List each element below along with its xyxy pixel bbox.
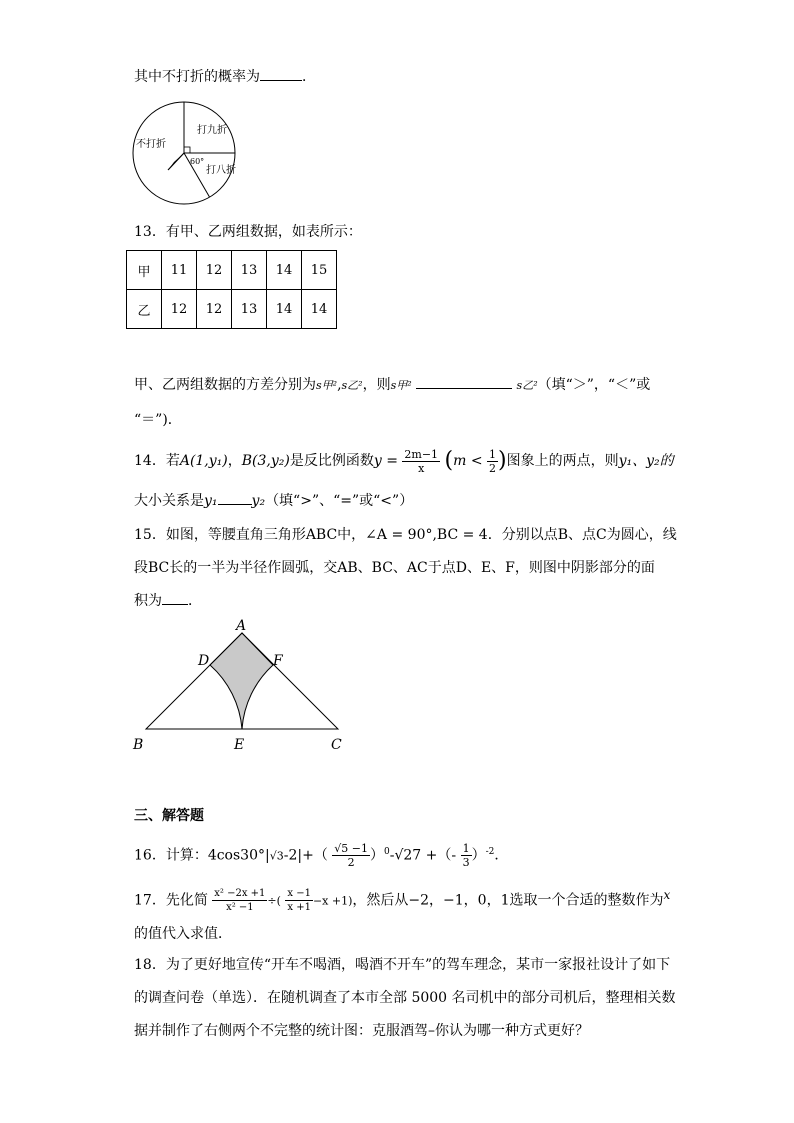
q16-prefix: 16．计算：4cos30°| xyxy=(134,847,270,864)
s-yi-symbol-2: s乙² xyxy=(516,379,538,392)
table-cell: 13 xyxy=(232,251,267,290)
label-f: F xyxy=(273,653,283,669)
q17-div: ÷( xyxy=(267,894,281,908)
spinner-pointer-line xyxy=(168,153,184,170)
q14-line2 xyxy=(134,490,413,511)
q16-frac-num: √5 −1 xyxy=(334,842,369,856)
pie-label-ninety: 打九折 xyxy=(197,125,227,136)
q18-line3: 据并制作了右侧两个不完整的统计图：克服酒驾–你认为哪一种方式更好？ xyxy=(134,1023,589,1039)
pie-angle-label: 60° xyxy=(190,157,205,166)
q16-close2: ） xyxy=(471,847,486,864)
func-den: x xyxy=(418,461,425,475)
q17-line1 xyxy=(134,880,671,914)
sqrt3: √3 xyxy=(269,849,284,863)
q16-frac2-den: 3 xyxy=(462,856,470,870)
q16-end: ． xyxy=(494,847,509,864)
q16-line xyxy=(134,838,509,870)
label-e: E xyxy=(234,737,245,753)
cond-fraction xyxy=(487,448,498,475)
right-angle-mark xyxy=(184,147,190,153)
q15-end: ． xyxy=(188,593,202,609)
q18-line1: 18．为了更好地宣传“开车不喝酒，喝酒不开车”的驾车理念，某市一家报社设计了如下 xyxy=(134,957,671,973)
table-row xyxy=(127,251,337,290)
q12-end: ． xyxy=(302,69,316,85)
q14-answer-blank xyxy=(218,490,252,505)
q14-comma: ， xyxy=(227,453,242,469)
row-label: 甲 xyxy=(127,251,162,290)
exp-zero: 0 xyxy=(384,847,390,857)
row-label: 乙 xyxy=(127,290,162,329)
label-b: B xyxy=(133,737,144,753)
table-cell: 12 xyxy=(162,290,197,329)
q15-answer-blank xyxy=(162,590,188,605)
cond-m: m < xyxy=(453,453,483,469)
q17-fraction2 xyxy=(285,887,313,914)
q13-text-a: 甲、乙两组数据的方差分别为 xyxy=(134,377,316,393)
q13-text-b: ，则 xyxy=(362,377,391,393)
q14-line2-b: （填“>”、“=”或“<”） xyxy=(265,493,414,509)
q17-tail: −x +1) xyxy=(312,894,353,908)
label-d: D xyxy=(198,653,210,669)
s-jia-symbol: s甲² xyxy=(316,379,338,392)
label-a: A xyxy=(236,618,247,634)
q15-line1: 15．如图，等腰直角三角形ABC中，∠A = 90°,BC = 4．分别以点B、点C为圆心，线 xyxy=(134,527,677,543)
q13-text-d: “＝”)． xyxy=(134,412,182,428)
label-c: C xyxy=(331,737,342,753)
q17-f2-den: x +1 xyxy=(287,902,311,914)
point-b: B(3,y₂) xyxy=(241,453,290,469)
q14-vars: y₁、y₂的 xyxy=(618,453,674,469)
q17-f2-num: x −1 xyxy=(287,888,311,900)
q16-frac2-num: 1 xyxy=(462,842,470,856)
q16-sqrt27: -√27 +（- xyxy=(389,847,457,864)
table-cell: 15 xyxy=(302,251,337,290)
func-fraction xyxy=(402,448,440,475)
triangle-figure xyxy=(130,615,350,755)
q18-line2: 的调查问卷（单选）．在随机调查了本市全部 5000 名司机中的部分司机后，整理相关数 xyxy=(134,990,676,1006)
q15-line2: 段BC长的一半为半径作圆弧，交AB、BC、AC于点D、E、F，则图中阴影部分的面 xyxy=(134,560,655,576)
q16-mid: -2|+（ xyxy=(283,847,328,864)
q13-variance-line: 甲、乙两组数据的方差分别为s甲²,s乙²，则s甲² s乙²（填“＞”，“＜”或 xyxy=(134,374,650,396)
table-cell: 12 xyxy=(197,251,232,290)
q14-text-c: 图象上的两点，则 xyxy=(506,453,619,469)
q16-close1: ） xyxy=(370,847,385,864)
exp-neg2: -2 xyxy=(485,847,495,857)
table-cell: 14 xyxy=(302,290,337,329)
q15-line3 xyxy=(134,590,202,611)
table-row xyxy=(127,290,337,329)
q13-answer-blank xyxy=(416,374,512,389)
q17-var: x xyxy=(663,888,671,902)
shaded-region xyxy=(210,633,273,729)
pie-label-no-discount: 不打折 xyxy=(136,139,166,150)
y2: y₂ xyxy=(251,493,266,509)
point-a: A(1,y₁) xyxy=(179,453,228,469)
q17-f1-num: x² −2x +1 xyxy=(214,888,266,900)
q17-prefix: 17．先化简 xyxy=(134,892,208,909)
q13-prompt: 13．有甲、乙两组数据，如表所示： xyxy=(134,224,362,240)
q15-line3-text: 积为 xyxy=(134,593,162,609)
q16-frac-den: 2 xyxy=(347,856,355,870)
q14-line1 xyxy=(134,446,674,476)
func-y: y = xyxy=(373,453,398,469)
q17-line2: 的值代入求值． xyxy=(134,926,232,942)
discount-pie-figure xyxy=(128,100,262,206)
y1: y₁ xyxy=(204,493,218,509)
paren-close: ) xyxy=(498,448,507,473)
table-cell: 12 xyxy=(197,290,232,329)
q12-answer-blank xyxy=(260,66,302,81)
table-cell: 14 xyxy=(267,251,302,290)
s-jia-symbol-2: s甲² xyxy=(390,379,412,392)
cond-den: 2 xyxy=(489,461,497,475)
q13-text-c: （填“＞”，“＜”或 xyxy=(537,377,651,393)
q12-prompt-line xyxy=(134,66,316,87)
cond-num: 1 xyxy=(489,447,497,461)
q16-fraction1 xyxy=(332,842,370,869)
s-yi-symbol: s乙² xyxy=(341,379,363,392)
q14-text-b: 是反比例函数 xyxy=(289,453,374,469)
table-cell: 13 xyxy=(232,290,267,329)
q17-text: ，然后从−2，−1，0，1选取一个合适的整数作为 xyxy=(352,892,664,909)
section-title: 三、解答题 xyxy=(134,808,204,824)
q14-line2-a: 大小关系是 xyxy=(134,493,204,509)
table-cell: 14 xyxy=(267,290,302,329)
q17-fraction1 xyxy=(212,887,267,914)
q13-data-table xyxy=(126,250,337,329)
q17-f1-den: x² −1 xyxy=(226,902,254,914)
func-num: 2m−1 xyxy=(404,447,439,461)
table-cell: 11 xyxy=(162,251,197,290)
q14-text-a: 14．若 xyxy=(134,453,180,469)
paren-open: ( xyxy=(444,448,454,473)
pie-label-eighty: 打八折 xyxy=(206,165,236,176)
q12-prompt: 其中不打折的概率为 xyxy=(134,69,260,85)
q16-fraction2 xyxy=(461,842,472,869)
